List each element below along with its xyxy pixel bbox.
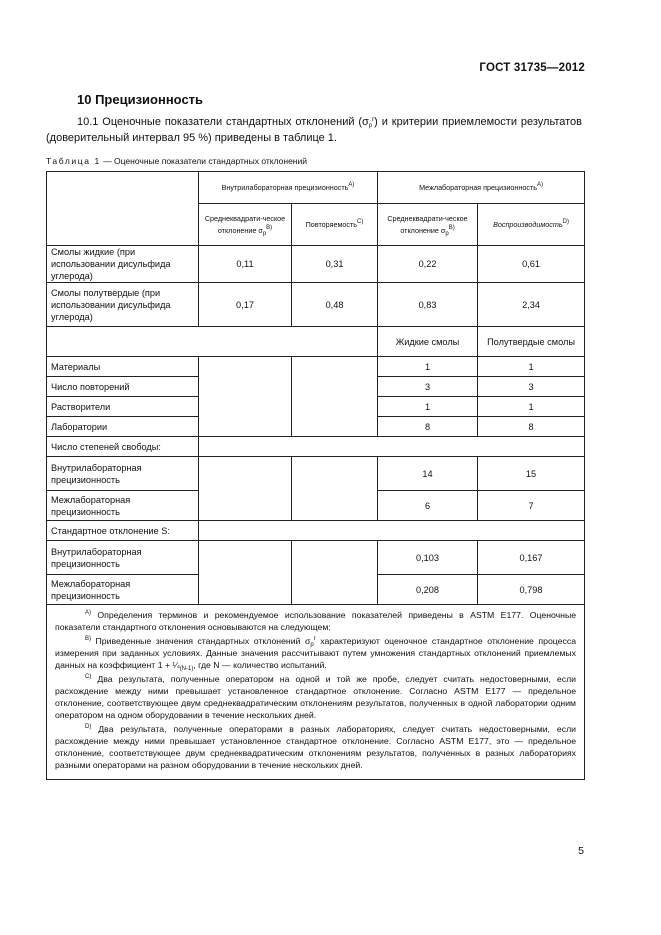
param-label: Материалы <box>47 357 199 377</box>
table-header-row <box>47 172 585 204</box>
header-group-interlab: Межлабораторная прецизионность$^{A)}$ <box>378 172 585 204</box>
subheader-std-dev-intralab: Среднеквадрати-ческое отклонение $\sigma_p^{B)}$ <box>199 204 292 246</box>
cell-value: 15 <box>478 457 585 491</box>
header-group-intralab: Внутрилабораторная прецизионность$^{A)}$ <box>199 172 378 204</box>
footnotes <box>47 605 585 780</box>
table-row <box>47 541 585 575</box>
intro-sup: r <box>372 117 375 123</box>
param-label: Число повторений <box>47 377 199 397</box>
cell-value: 3 <box>378 377 478 397</box>
cell-value: 1 <box>378 357 478 377</box>
table-caption <box>46 156 307 166</box>
cell-value: 0,17 <box>199 283 292 327</box>
footnote-b: $^{B)}$ Приведенные значения стандартных отклонений $\sigma_p^r$ характеризуют оценочное стандартное отклонение процесса измерения при заданных условиях. Данные значения рассчитывают путем умножения стандартных отклонений приемлемых данных на коэффициент $1 + \frac{1}{4}_{(N-1)}$, где N — количество испытаний. <box>55 636 577 672</box>
dof-label: Межлабораторная прецизионность <box>47 491 199 521</box>
resin-type-liquid: Жидкие смолы <box>378 327 478 357</box>
document-code: ГОСТ 31735—2012 <box>479 62 585 74</box>
cell-value: 0,22 <box>378 246 478 283</box>
empty-cell <box>47 327 378 357</box>
section-title: 10 Прецизионность <box>77 92 204 107</box>
cell-value: 0,208 <box>378 575 478 605</box>
table-caption-label: Таблица 1 <box>46 156 101 166</box>
row-label: Смолы полутвердые (при использовании дисульфида углерода) <box>47 283 199 327</box>
subheader-std-dev-interlab: Среднеквадрати-ческое отклонение $\sigma_p^{B)}$ <box>378 204 478 246</box>
cell-value: 1 <box>378 397 478 417</box>
cell-value: 0,798 <box>478 575 585 605</box>
dof-label: Внутрилабораторная прецизионность <box>47 457 199 491</box>
empty-cell <box>292 541 378 605</box>
param-label: Лаборатории <box>47 417 199 437</box>
footnote-c: $^{C)}$ Два результата, полученные оператором на одной и той же пробе, следует считать недостоверными, если расхождение между ними превышает установленное стандартное отклонение. Согласно ASTM E177 — предельное отклонение, соответствующее двум среднеквадратическим отклонениям результатов, полученных в одной лаборатории одним оператором на одном оборудовании в течение нескольких дней. <box>55 674 577 720</box>
cell-value: 2,34 <box>478 283 585 327</box>
cell-value: 3 <box>478 377 585 397</box>
empty-cell <box>199 541 292 605</box>
intro-text-2: ) и критерии приемлемости результатов (доверительный интервал 95 %) приведены в таблице 1. <box>46 116 582 144</box>
intro-sub: p <box>368 123 373 129</box>
footnote-d: $^{D)}$ Два результата, полученные операторами в разных лабораториях, следует считать недостоверными, если расхождение между ними превышает установленное стандартное отклонение. Согласно ASTM E177, это — предельное отклонение, соответствующее двум среднеквадратическим отклонениям результатов, полученных в разных лабораториях разными операторами на разном оборудовании в течение нескольких дней. <box>55 724 577 770</box>
table-caption-text: — Оценочные показатели стандартных отклонений <box>100 156 307 166</box>
empty-cell <box>199 437 585 457</box>
cell-value: 0,31 <box>292 246 378 283</box>
subheader-reproducibility: Воспроизводимость$^{D)}$ <box>478 204 585 246</box>
cell-value: 1 <box>478 357 585 377</box>
row-label: Смолы жидкие (при использовании дисульфида углерода) <box>47 246 199 283</box>
empty-cell <box>199 357 292 437</box>
intro-text-1: 10.1 Оценочные показатели стандартных отклонений (σ <box>77 116 369 128</box>
empty-cell <box>199 521 585 541</box>
page-number: 5 <box>578 845 584 857</box>
header-empty-cell <box>47 172 199 246</box>
cell-value: 6 <box>378 491 478 521</box>
cell-value: 0,61 <box>478 246 585 283</box>
empty-cell <box>199 457 292 521</box>
table-row <box>47 246 585 283</box>
empty-cell <box>292 457 378 521</box>
resin-type-semisolid: Полутвердые смолы <box>478 327 585 357</box>
intro-paragraph <box>46 114 582 146</box>
footnote-a: $^{A)}$ Определения терминов и рекомендуемое использование показателей приведены в ASTM E177. Оценочные показатели стандартного отклонения основываются на следующем: <box>55 610 577 632</box>
table-row <box>47 457 585 491</box>
cell-value: 0,103 <box>378 541 478 575</box>
resin-type-row <box>47 327 585 357</box>
subheader-repeatability: Повторяемость$^{C)}$ <box>292 204 378 246</box>
param-label: Растворители <box>47 397 199 417</box>
std-title: Стандартное отклонение S: <box>47 521 199 541</box>
cell-value: 1 <box>478 397 585 417</box>
cell-value: 0,83 <box>378 283 478 327</box>
table-row <box>47 283 585 327</box>
dof-title: Число степеней свободы: <box>47 437 199 457</box>
dof-title-row <box>47 437 585 457</box>
cell-value: 14 <box>378 457 478 491</box>
empty-cell <box>292 357 378 437</box>
footnotes-row <box>47 605 585 780</box>
std-label: Внутрилабораторная прецизионность <box>47 541 199 575</box>
cell-value: 8 <box>478 417 585 437</box>
cell-value: 7 <box>478 491 585 521</box>
cell-value: 8 <box>378 417 478 437</box>
precision-table <box>46 171 585 780</box>
cell-value: 0,11 <box>199 246 292 283</box>
table-row <box>47 357 585 377</box>
cell-value: 0,48 <box>292 283 378 327</box>
std-title-row <box>47 521 585 541</box>
cell-value: 0,167 <box>478 541 585 575</box>
std-label: Межлабораторная прецизионность <box>47 575 199 605</box>
